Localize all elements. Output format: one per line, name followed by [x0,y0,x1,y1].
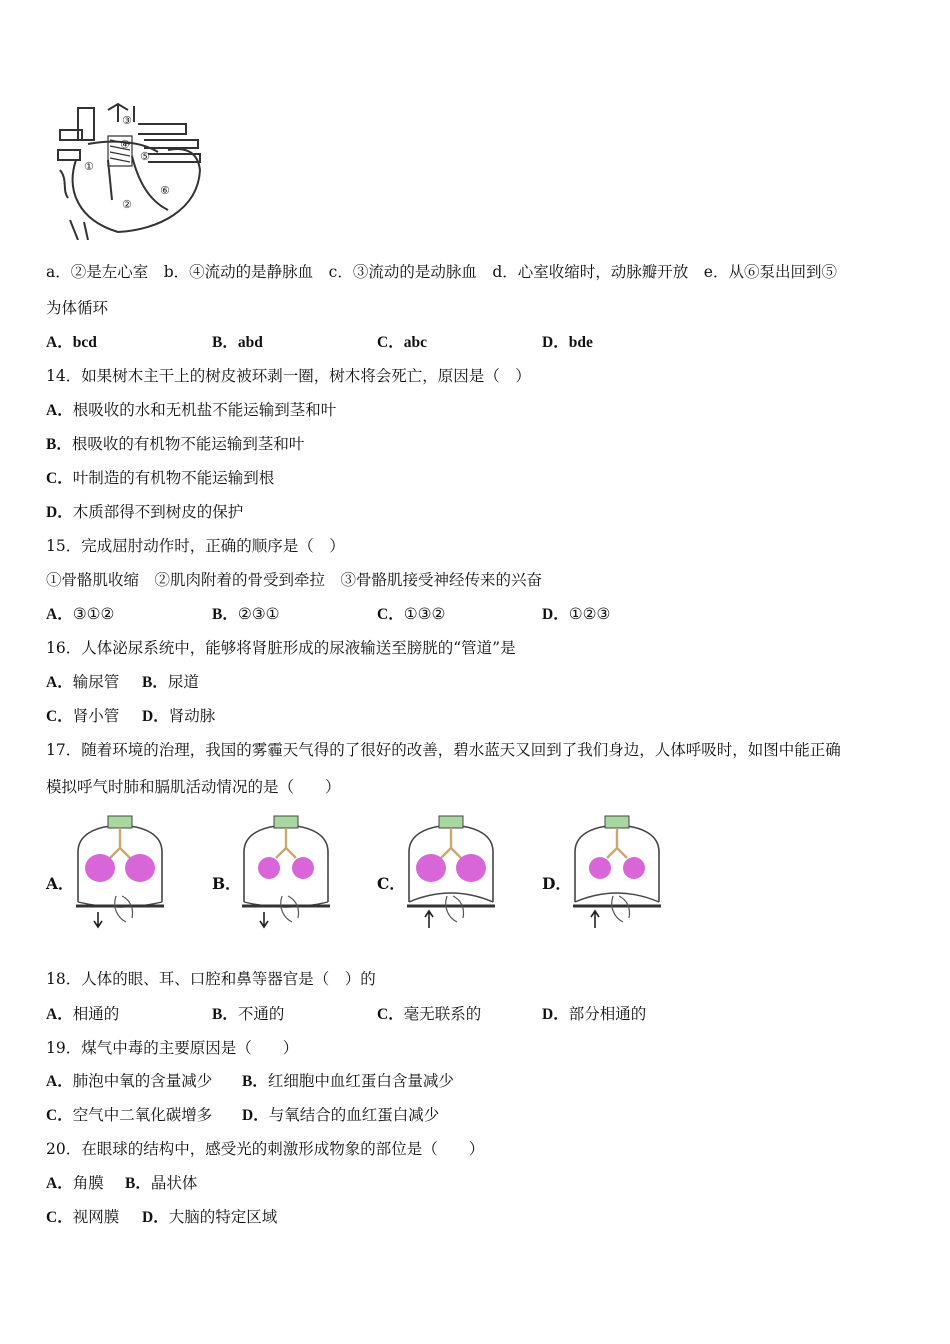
option-text: 空气中二氧化碳增多 [72,1106,213,1124]
option-letter: B． [125,1175,151,1192]
heart-label-3: ③ [122,114,132,127]
q14-option-d[interactable] [46,502,243,523]
option-text: 肾动脉 [168,707,216,725]
left-lung [258,857,280,879]
option-text: abc [403,334,427,351]
bell-jar-b [238,812,334,932]
stopper [108,816,132,828]
option-letter: D． [142,1209,169,1226]
q16-option-a[interactable] [46,672,119,693]
trachea [607,828,627,858]
q19-option-b[interactable] [242,1071,454,1092]
bell-jar-d [569,812,665,932]
hand [115,896,133,922]
option-letter: C． [46,708,73,725]
option-letter: D． [242,1107,269,1124]
q16-option-b[interactable] [142,672,199,693]
q15-option-a[interactable] [46,604,114,625]
stopper [274,816,298,828]
option-letter: B． [212,606,238,623]
option-letter: B． [46,436,72,453]
heart-label-2: ② [122,198,132,211]
heart-diagram [48,100,208,240]
right-lung [623,857,645,879]
option-text: 根吸收的水和无机盐不能运输到茎和叶 [72,401,337,419]
q14-option-a[interactable] [46,400,336,421]
q18-option-c[interactable] [377,1004,481,1025]
q18-stem: 18．人体的眼、耳、口腔和鼻等器官是（ ）的 [46,970,376,988]
option-text: ①②③ [568,605,611,623]
option-text: 肺泡中氧的含量减少 [72,1072,213,1090]
option-letter: C． [46,1107,73,1124]
q14-option-c[interactable] [46,468,274,489]
q13-statements-line1: a．②是左心室 b．④流动的是静脉血 c．③流动的是动脉血 d．心室收缩时，动脉瓣开放 e．从⑥泵出回到⑤ [46,263,837,281]
option-text: 根吸收的有机物不能运输到茎和叶 [71,435,305,453]
q13-statements-line2: 为体循环 [46,299,109,317]
q16-stem: 16．人体泌尿系统中，能够将肾脏形成的尿液输送至膀胱的“管道”是 [46,639,516,657]
trachea [441,828,461,858]
option-text: bcd [72,334,97,351]
option-text: 肾小管 [72,707,120,725]
option-text: abd [237,334,263,351]
q20-option-d[interactable] [142,1207,277,1228]
q20-stem: 20．在眼球的结构中，感受光的刺激形成物象的部位是（ ） [46,1140,485,1158]
heart-label-5: ⑤ [140,150,150,163]
q17-stem-line2: 模拟呼气时肺和膈肌活动情况的是（ ） [46,778,341,796]
left-lung [85,854,115,882]
bell-jar-c [403,812,499,932]
q14-stem: 14．如果树木主干上的树皮被环剥一圈，树木将会死亡，原因是（ ） [46,367,531,385]
option-letter: B． [242,1073,268,1090]
option-letter: A． [46,402,73,419]
option-text: 视网膜 [72,1208,120,1226]
option-text: ②③① [237,605,280,623]
bell-jar-a [72,812,168,932]
option-text: 相通的 [72,1005,120,1023]
option-letter: B． [212,1006,238,1023]
option-letter: D． [542,606,569,623]
stopper [605,816,629,828]
option-letter: C． [377,1006,404,1023]
option-letter: A． [46,606,73,623]
q16-option-c[interactable] [46,706,119,727]
option-text: 角膜 [72,1174,104,1192]
q13-option-a[interactable] [46,332,97,353]
option-text: 木质部得不到树皮的保护 [72,503,244,521]
q19-stem: 19．煤气中毒的主要原因是（ ） [46,1039,299,1057]
q13-option-c[interactable] [377,332,427,353]
q17-option-d-label[interactable]: D． [542,874,571,893]
q18-option-b[interactable] [212,1004,284,1025]
option-text: bde [568,334,593,351]
option-text: ③①② [72,605,115,623]
stopper [439,816,463,828]
q17-option-c-label[interactable]: C． [377,874,405,893]
option-letter: C． [46,470,73,487]
option-letter: A． [46,1073,73,1090]
diaphragm [575,893,659,902]
option-text: 晶状体 [150,1174,198,1192]
left-lung [589,857,611,879]
q19-option-a[interactable] [46,1071,212,1092]
option-letter: A． [46,674,73,691]
heart-label-4: ④ [120,138,130,151]
option-text: 尿道 [167,673,199,691]
option-letter: C． [46,1209,73,1226]
right-lung [125,854,155,882]
q15-option-d[interactable] [542,604,610,625]
trachea [276,828,296,858]
option-text: 毫无联系的 [403,1005,482,1023]
q17-stem-line1: 17．随着环境的治理，我国的雾霾天气得的了很好的改善，碧水蓝天又回到了我们身边，人体呼吸时，如图中能正确 [46,741,841,759]
q18-option-d[interactable] [542,1004,646,1025]
q18-option-a[interactable] [46,1004,119,1025]
option-letter: A． [46,1175,73,1192]
option-letter: C． [377,606,404,623]
q19-option-c[interactable] [46,1105,212,1126]
hand [446,896,464,922]
right-lung [292,857,314,879]
option-letter: D． [46,504,73,521]
option-letter: D． [542,1006,569,1023]
q15-option-b[interactable] [212,604,280,625]
heart-label-1: ① [84,160,94,173]
option-letter: C． [377,334,404,351]
q17-option-b-label[interactable]: B． [212,874,241,893]
q15-stem: 15．完成屈肘动作时，正确的顺序是（ ） [46,537,345,555]
q20-option-a[interactable] [46,1173,104,1194]
option-text: 不通的 [237,1005,285,1023]
q20-option-b[interactable] [125,1173,197,1194]
arrow-up-icon [591,911,599,928]
trachea [110,828,130,858]
arrow-down-icon [94,912,102,927]
option-letter: A． [46,334,73,351]
option-text: 部分相通的 [568,1005,647,1023]
heart-label-6: ⑥ [160,184,170,197]
q16-option-d[interactable] [142,706,215,727]
option-letter: D． [142,708,169,725]
option-text: 与氧结合的血红蛋白减少 [268,1106,440,1124]
option-text: ①③② [403,605,446,623]
q20-option-c[interactable] [46,1207,119,1228]
option-letter: D． [542,334,569,351]
right-lung [456,854,486,882]
hand [612,896,630,922]
q13-option-b[interactable] [212,332,263,353]
arrow-down-icon [260,912,268,927]
option-text: 大脑的特定区域 [168,1208,278,1226]
option-letter: A． [46,1006,73,1023]
option-text: 叶制造的有机物不能运输到根 [72,469,275,487]
hand [281,896,299,922]
q19-option-d[interactable] [242,1105,439,1126]
option-text: 输尿管 [72,673,120,691]
diaphragm [409,893,493,902]
q15-option-c[interactable] [377,604,445,625]
q15-items: ①骨骼肌收缩 ②肌肉附着的骨受到牵拉 ③骨骼肌接受神经传来的兴奋 [46,571,543,589]
q17-option-a-label[interactable]: A． [46,874,74,893]
option-text: 红细胞中血红蛋白含量减少 [267,1072,454,1090]
option-letter: B． [212,334,238,351]
q14-option-b[interactable] [46,434,304,455]
q13-option-d[interactable] [542,332,593,353]
left-lung [416,854,446,882]
arrow-up-icon [425,911,433,928]
option-letter: B． [142,674,168,691]
